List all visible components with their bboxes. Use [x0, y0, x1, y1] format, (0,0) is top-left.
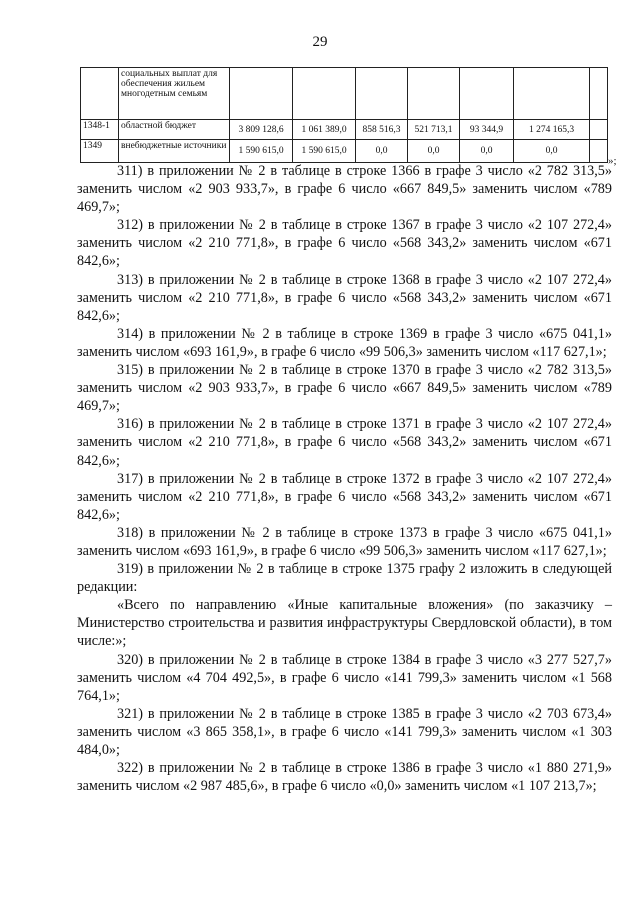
- paragraph-320: 320) в приложении № 2 в таблице в строке 1384 в графе 3 число «3 277 527,7» заменить числом «4 704 492,5», в графе 6 число «141 799,3» заменить числом «1 568 764,1»;: [77, 651, 612, 704]
- table-closing-quote: »;: [608, 155, 617, 167]
- table-cell: 1 590 615,0: [293, 140, 356, 163]
- table-cell: [460, 68, 514, 120]
- table-cell: 93 344,9: [460, 120, 514, 140]
- paragraph-319: 319) в приложении № 2 в таблице в строке 1375 графу 2 изложить в следующей редакции:: [77, 561, 612, 596]
- table-row: [81, 68, 608, 120]
- table-cell: [590, 140, 608, 163]
- table-cell: 3 809 128,6: [230, 120, 293, 140]
- table-cell-code: 1349: [81, 140, 119, 163]
- table-cell: 0,0: [408, 140, 460, 163]
- table-cell-code: 1348-1: [81, 120, 119, 140]
- paragraph-322: 322) в приложении № 2 в таблице в строке 1386 в графе 3 число «1 880 271,9» заменить числом «2 987 485,6», в графе 6 число «0,0» заменить числом «1 107 213,7»;: [77, 760, 612, 795]
- table-cell: 0,0: [514, 140, 590, 163]
- paragraph-321: 321) в приложении № 2 в таблице в строке 1385 в графе 3 число «2 703 673,4» заменить числом «3 865 358,1», в графе 6 число «141 799,3» заменить числом «1 303 484,0»;: [77, 705, 612, 758]
- paragraph-314: 314) в приложении № 2 в таблице в строке 1369 в графе 3 число «675 041,1» заменить числом «693 161,9», в графе 6 число «99 506,3» заменить числом «117 627,1»;: [77, 325, 612, 360]
- paragraph-315: 315) в приложении № 2 в таблице в строке 1370 в графе 3 число «2 782 313,5» заменить числом «2 903 933,7», в графе 6 число «667 849,5» заменить числом «789 469,7»;: [77, 362, 612, 415]
- table-cell: [590, 120, 608, 140]
- amendments-text: [77, 162, 612, 795]
- table-cell: [408, 68, 460, 120]
- table-cell: 1 590 615,0: [230, 140, 293, 163]
- table-cell: 1 274 165,3: [514, 120, 590, 140]
- table-cell: [230, 68, 293, 120]
- paragraph-311: 311) в приложении № 2 в таблице в строке 1366 в графе 3 число «2 782 313,5» заменить числом «2 903 933,7», в графе 6 число «667 849,5» заменить числом «789 469,7»;: [77, 163, 612, 216]
- table-cell: 858 516,3: [356, 120, 408, 140]
- table-cell: 521 713,1: [408, 120, 460, 140]
- table-row: [81, 120, 608, 140]
- table-row: [81, 140, 608, 163]
- table-cell-label: социальных выплат для обеспечения жильем многодетным семьям: [119, 68, 230, 120]
- table-cell-code: [81, 68, 119, 120]
- table-cell: [356, 68, 408, 120]
- table-cell: [590, 68, 608, 120]
- paragraph-318: 318) в приложении № 2 в таблице в строке 1373 в графе 3 число «675 041,1» заменить числом «693 161,9», в графе 6 число «99 506,3» заменить числом «117 627,1»;: [77, 524, 612, 559]
- table-cell: 0,0: [460, 140, 514, 163]
- paragraph-313: 313) в приложении № 2 в таблице в строке 1368 в графе 3 число «2 107 272,4» заменить числом «2 210 771,8», в графе 6 число «568 343,2» заменить числом «671 842,6»;: [77, 271, 612, 324]
- table-cell: 0,0: [356, 140, 408, 163]
- paragraph-317: 317) в приложении № 2 в таблице в строке 1372 в графе 3 число «2 107 272,4» заменить числом «2 210 771,8», в графе 6 число «568 343,2» заменить числом «671 842,6»;: [77, 470, 612, 523]
- table-cell-label: внебюджетные источники: [119, 140, 230, 163]
- paragraph-316: 316) в приложении № 2 в таблице в строке 1371 в графе 3 число «2 107 272,4» заменить числом «2 210 771,8», в графе 6 число «568 343,2» заменить числом «671 842,6»;: [77, 416, 612, 469]
- budget-table: [80, 67, 608, 163]
- page-number: 29: [312, 34, 328, 50]
- table-cell: 1 061 389,0: [293, 120, 356, 140]
- paragraph-quote: «Всего по направлению «Иные капитальные вложения» (по заказчику – Министерство строительства и развития инфраструктуры Свердловской области), в том числе:»;: [77, 597, 612, 650]
- table-cell: [293, 68, 356, 120]
- paragraph-312: 312) в приложении № 2 в таблице в строке 1367 в графе 3 число «2 107 272,4» заменить числом «2 210 771,8», в графе 6 число «568 343,2» заменить числом «671 842,6»;: [77, 217, 612, 270]
- table-cell: [514, 68, 590, 120]
- table-cell-label: областной бюджет: [119, 120, 230, 140]
